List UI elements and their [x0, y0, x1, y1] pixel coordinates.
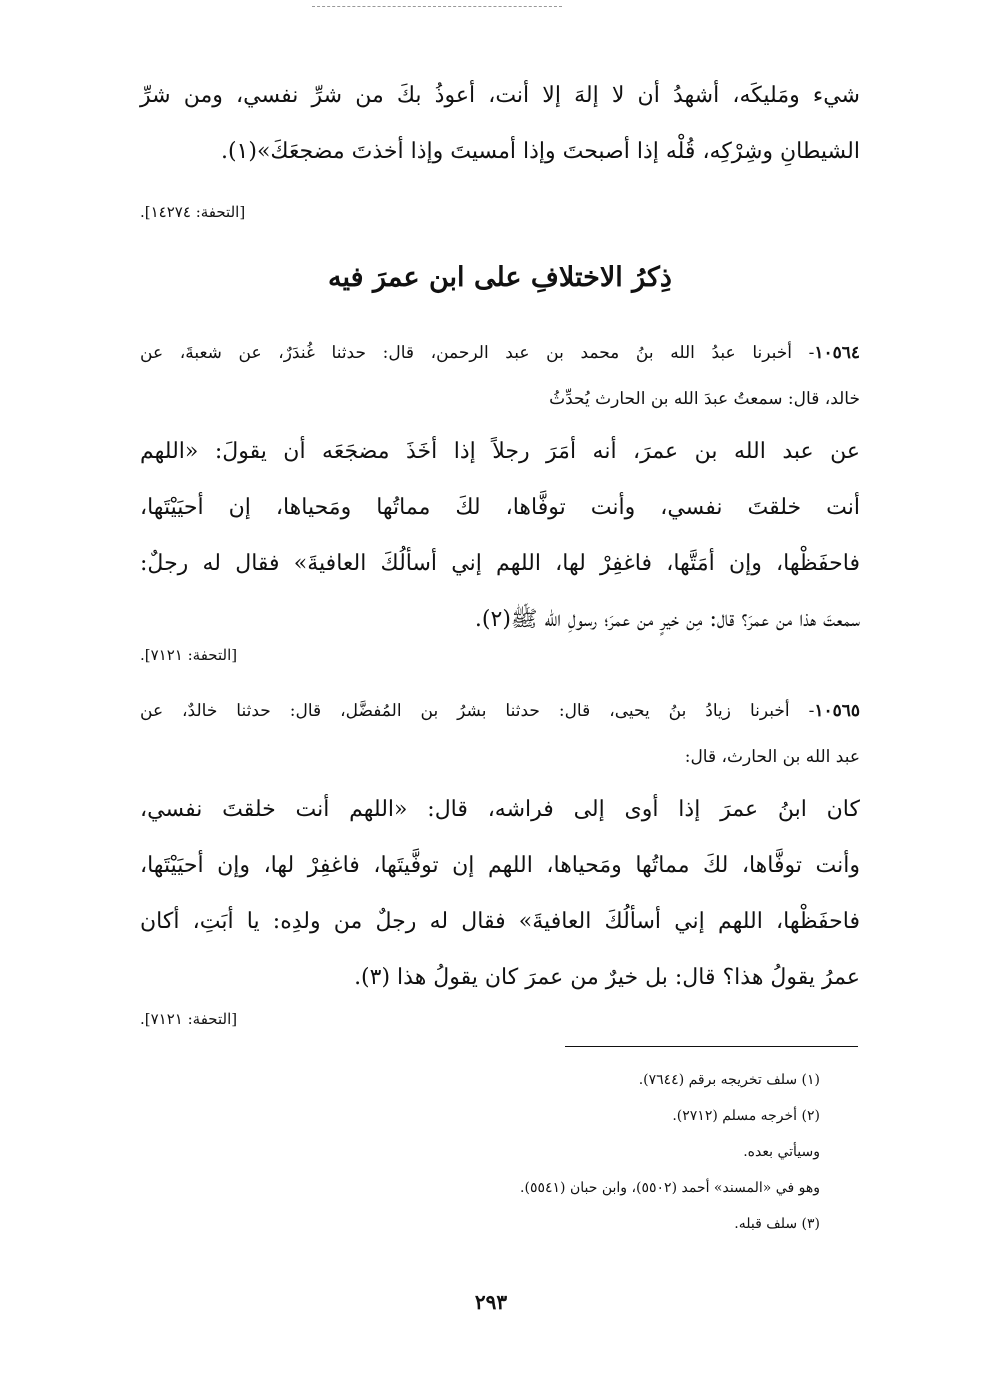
text-line: شيء ومَليكَه، أشهدُ أن لا إلهَ إلا أنت، أعوذُ بكَ من شرِّ نفسي، ومن شرِّ [140, 83, 860, 108]
footnote-item: (١) سلف تخريجه برقم (٧٦٤٤). [638, 1072, 820, 1088]
tuhfa-reference: [التحفة: ٧١٢١]. [140, 1010, 238, 1028]
hadith-text-10565 [140, 782, 860, 1006]
chain-text: - أخبرنا عبدُ الله بنُ محمد بن عبد الرحمن، قال: حدثنا غُندَرٌ، عن شعبةَ، عن [140, 343, 815, 363]
chain-text: - أخبرنا زيادُ بنُ يحيى، قال: حدثنا بشرُ بن المُفضَّل، قال: حدثنا خالدٌ، عن [140, 701, 815, 721]
text-line: كان ابنُ عمرَ إذا أوى إلى فراشه، قال: «اللهم أنت خلقتَ نفسي، [140, 797, 860, 822]
footnote-item: وسيأتي بعده. [743, 1144, 820, 1160]
hadith-text-10564 [140, 424, 860, 648]
section-heading: ذِكرُ الاختلافِ على ابن عمرَ فيه [328, 262, 672, 293]
text-line [140, 330, 860, 376]
text-line: فاحفَظْها، اللهم إني أسألُكَ العافيةَ» فقال له رجلٌ من ولدِه: يا أبَتِ، أكان [140, 909, 860, 934]
tuhfa-reference: [التحفة: ٧١٢١]. [140, 646, 238, 664]
text-line [140, 688, 860, 734]
hadith-number: ١٠٥٦٤ [814, 343, 860, 363]
hadith-number: ١٠٥٦٥ [814, 701, 860, 721]
hadith-chain-10564 [140, 330, 860, 422]
intro-paragraph [140, 68, 860, 180]
tuhfa-reference: [التحفة: ١٤٢٧٤]. [140, 203, 246, 221]
hadith-chain-10565 [140, 688, 860, 780]
text-line: الشيطانِ وشِرْكِه، قُلْه إذا أصبحتَ وإذا أمسيتَ وإذا أخذتَ مضجعَكَ»(١). [220, 139, 860, 164]
footnote-item: (٢) أخرجه مسلم (٢٧١٢). [672, 1108, 820, 1124]
footnote-separator [565, 1046, 858, 1047]
top-rule [312, 6, 562, 7]
text-line: أنت خلقتَ نفسي، وأنت توفَّاها، لكَ مماتُها ومَحياها، إن أحيَيْتَها، [140, 495, 860, 520]
footnotes [140, 1062, 820, 1242]
footnote-item: (٣) سلف قبله. [734, 1216, 820, 1232]
text-line: سمعتَ هذا من عمرَ؟ قال: مِن خيرٍ من عمرَ؛ رسولِ الله ﷺ(٢). [474, 607, 860, 632]
text-line: عمرُ يقولُ هذا؟ قال: بل خيرٌ من عمرَ كان يقولُ هذا (٣). [354, 965, 860, 990]
text-line: وأنت توفَّاها، لكَ مماتُها ومَحياها، اللهم إن توفَّيتَها، فاغفِرْ لها، وإن أحيَيْتَها، [140, 853, 860, 878]
page-number: ٢٩٣ [474, 1290, 508, 1314]
footnote-item: وهو في «المسند» أحمد (٥٥٠٢)، وابن حبان (٥٥٤١). [520, 1180, 820, 1196]
text-line: فاحفَظْها، وإن أمَتَّها، فاغفِرْ لها، اللهم إني أسألُكَ العافيةَ» فقال له رجلٌ: [140, 551, 860, 576]
text-line: عن عبد الله بن عمرَ، أنه أمَرَ رجلاً إذا أخَذَ مضجَعَه أن يقولَ: «اللهم [140, 439, 860, 464]
text-line: عبد الله بن الحارث، قال: [684, 747, 860, 767]
text-line: خالد، قال: سمعتُ عبدَ الله بن الحارث يُحدِّثُ [549, 389, 860, 409]
